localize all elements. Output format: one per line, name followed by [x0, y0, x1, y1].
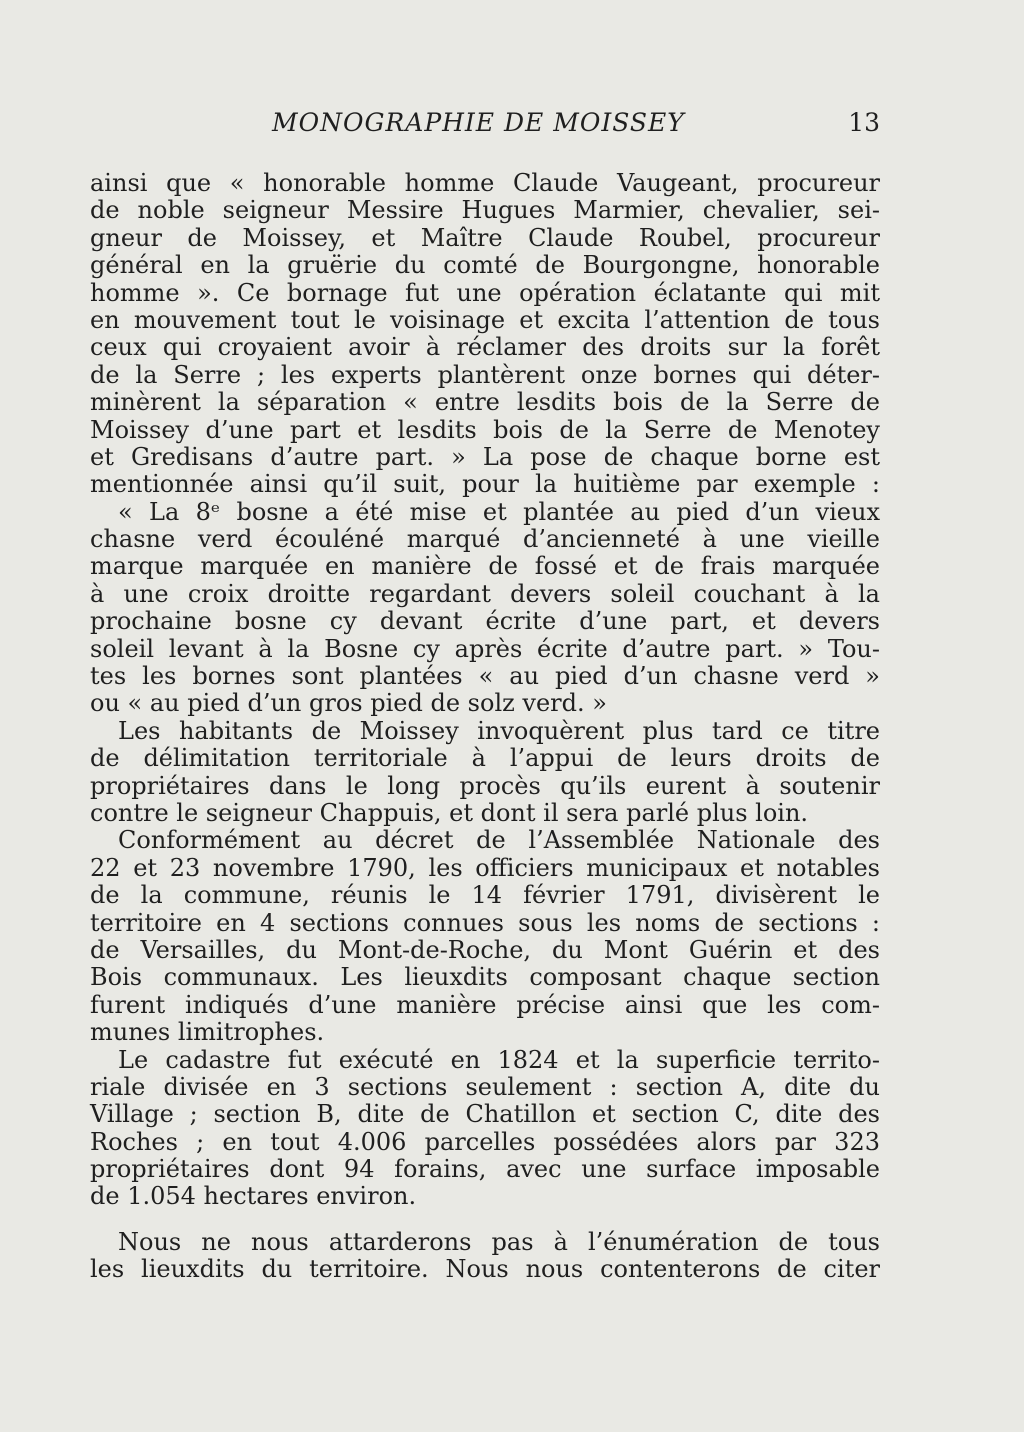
text-line: soleil levant à la Bosne cy après écrite d’autre part. » Tou-: [90, 634, 880, 663]
text-line: marque marquée en manière de fossé et de frais marquée: [90, 552, 880, 581]
text-line: 22 et 23 novembre 1790, les officiers municipaux et notables: [90, 853, 880, 882]
text-line: munes limitrophes.: [90, 1018, 325, 1047]
text-line: gneur de Moissey, et Maître Claude Roubel, procureur: [90, 223, 880, 252]
text-line: de délimitation territoriale à l’appui de leurs droits de: [90, 744, 880, 773]
text-line: de la commune, réunis le 14 février 1791, divisèrent le: [90, 881, 880, 910]
text-line: « La 8ᵉ bosne a été mise et plantée au pied d’un vieux: [118, 497, 880, 526]
text-line: prochaine bosne cy devant écrite d’une part, et devers: [90, 607, 880, 636]
text-line: Roches ; en tout 4.006 parcelles possédées alors par 323: [90, 1127, 880, 1156]
text-line: ceux qui croyaient avoir à réclamer des droits sur la forêt: [90, 333, 880, 362]
running-header: [90, 108, 880, 142]
text-line: à une croix droitte regardant devers soleil couchant à la: [90, 579, 880, 608]
text-line: de 1.054 hectares environ.: [90, 1182, 417, 1211]
text-line: de noble seigneur Messire Hugues Marmier, chevalier, sei-: [90, 196, 880, 225]
text-line: de Versailles, du Mont-de-Roche, du Mont Guérin et des: [90, 935, 880, 964]
text-line: général en la gruërie du comté de Bourgongne, honorable: [90, 251, 880, 280]
page-number: 13: [848, 108, 880, 137]
text-line: homme ». Ce bornage fut une opération éclatante qui mit: [90, 278, 880, 307]
text-line: ainsi que « honorable homme Claude Vaugeant, procureur: [90, 169, 880, 197]
text-line: contre le seigneur Chappuis, et dont il sera parlé plus loin.: [90, 798, 809, 827]
text-line: Le cadastre fut exécuté en 1824 et la superficie territo-: [118, 1045, 880, 1074]
text-line: en mouvement tout le voisinage et excita l’attention de tous: [90, 305, 880, 334]
running-title: MONOGRAPHIE DE MOISSEY: [272, 108, 685, 137]
text-line: Conformément au décret de l’Assemblée Nationale des: [118, 826, 880, 855]
text-line: tes les bornes sont plantées « au pied d’un chasne verd »: [90, 662, 880, 691]
text-line: mentionnée ainsi qu’il suit, pour la huitième par exemple :: [90, 470, 880, 499]
text-line: territoire en 4 sections connues sous les noms de sections :: [90, 908, 880, 937]
body-text: [90, 170, 880, 1284]
text-line: furent indiqués d’une manière précise ainsi que les com-: [90, 990, 880, 1019]
text-line: les lieuxdits du territoire. Nous nous contenterons de citer: [90, 1255, 880, 1284]
text-line: Moissey d’une part et lesdits bois de la Serre de Menotey: [90, 415, 880, 444]
text-line: riale divisée en 3 sections seulement : section A, dite du: [90, 1072, 880, 1101]
text-line: Les habitants de Moissey invoquèrent plus tard ce titre: [118, 716, 880, 745]
text-line: de la Serre ; les experts plantèrent onze bornes qui déter-: [90, 360, 880, 389]
text-line: propriétaires dont 94 forains, avec une surface imposable: [90, 1155, 880, 1184]
text-line: Village ; section B, dite de Chatillon et section C, dite des: [90, 1100, 880, 1129]
text-line: et Gredisans d’autre part. » La pose de chaque borne est: [90, 442, 880, 471]
text-line: chasne verd écouléné marqué d’ancienneté à une vieille: [90, 525, 880, 554]
text-line: Bois communaux. Les lieuxdits composant chaque section: [90, 963, 880, 992]
paragraph-gap: [90, 1211, 880, 1229]
text-line: minèrent la séparation « entre lesdits bois de la Serre de: [90, 388, 880, 417]
text-line: Nous ne nous attarderons pas à l’énumération de tous: [118, 1227, 880, 1256]
text-line: ou « au pied d’un gros pied de solz verd. »: [90, 689, 607, 718]
text-line: propriétaires dans le long procès qu’ils eurent à soutenir: [90, 771, 880, 800]
